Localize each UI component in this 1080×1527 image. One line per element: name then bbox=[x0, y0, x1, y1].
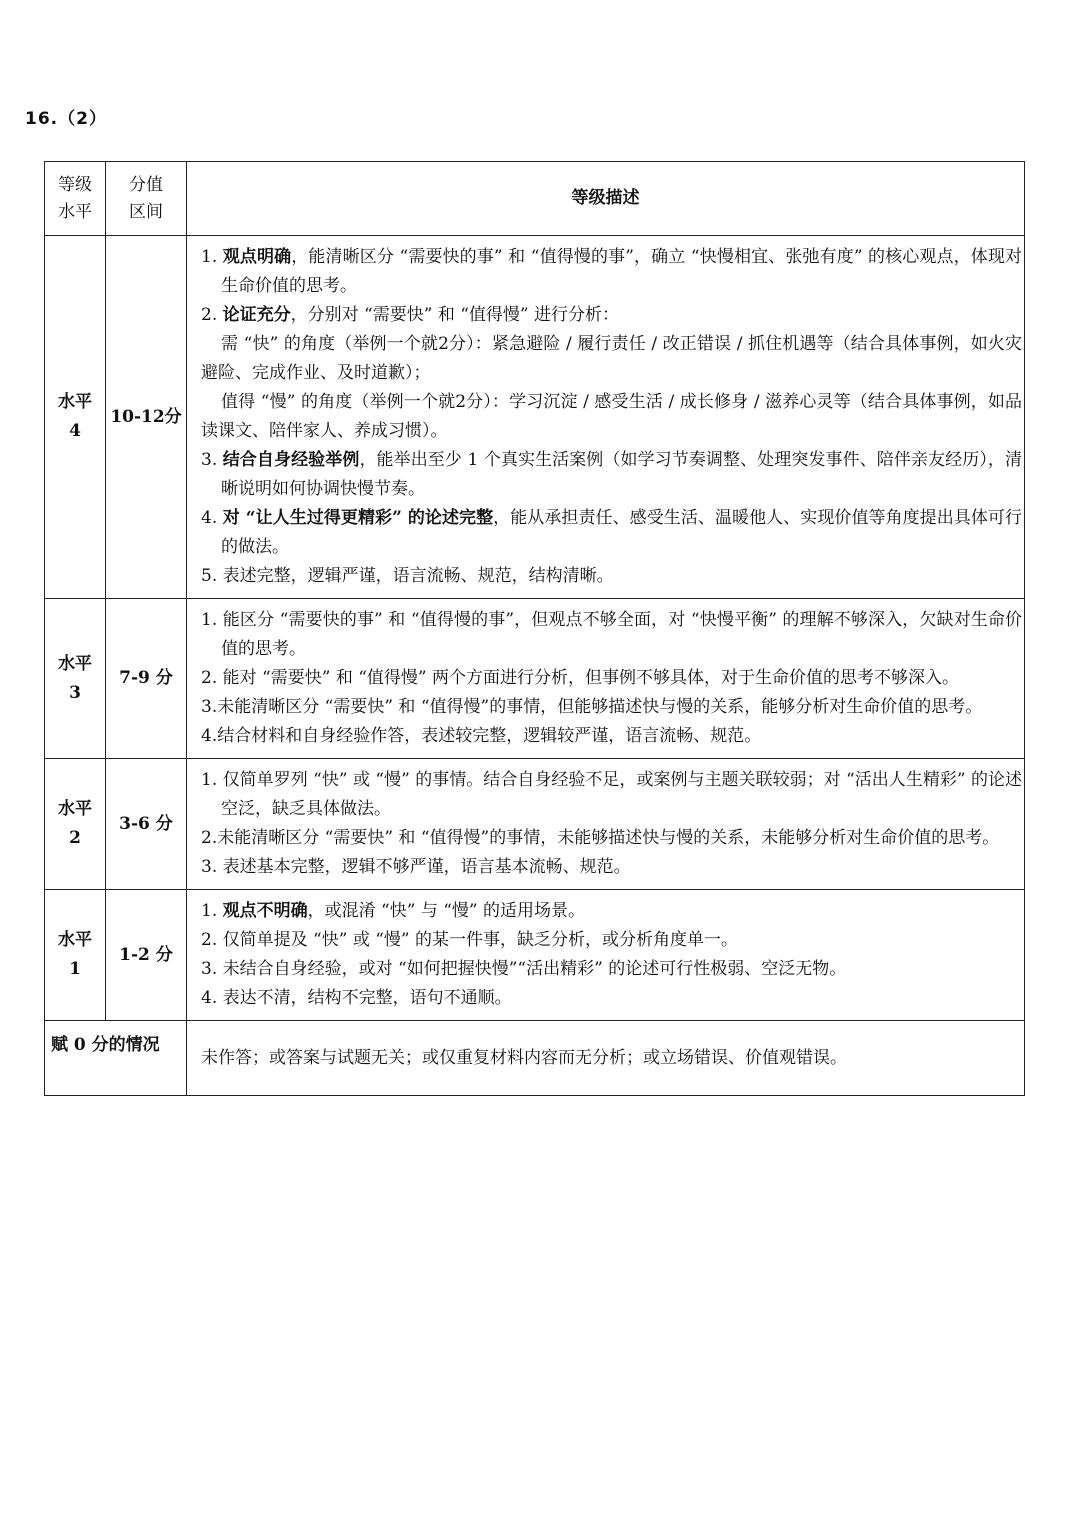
level-label: 1 bbox=[69, 959, 81, 979]
item-keyword: 观点不明确 bbox=[222, 901, 308, 921]
item-number: 2. bbox=[201, 305, 223, 325]
item-number: 1. bbox=[201, 770, 223, 790]
table-row bbox=[45, 759, 1025, 890]
level-description bbox=[187, 236, 1025, 599]
criteria-item bbox=[201, 388, 1022, 446]
header-description: 等级描述 bbox=[187, 162, 1025, 236]
item-text: ，能清晰区分 “需要快的事” 和 “值得慢的事”，确立 “快慢相宜、张弛有度” 的核心观点，体现对生命价值的思考。 bbox=[221, 247, 1023, 296]
level-description bbox=[187, 759, 1025, 890]
item-text: 未能清晰区分 “需要快” 和 “值得慢”的事情，未能够描述快与慢的关系，未能够分析对生命价值的思考。 bbox=[217, 828, 1000, 848]
level-label: 2 bbox=[69, 828, 81, 848]
item-number: 1. bbox=[201, 247, 223, 267]
item-text: ，或混淆 “快” 与 “慢” 的适用场景。 bbox=[307, 901, 586, 921]
item-number: 3. bbox=[201, 697, 218, 717]
item-text: 表述基本完整，逻辑不够严谨，语言基本流畅、规范。 bbox=[222, 857, 631, 877]
criteria-item bbox=[201, 693, 1022, 722]
criteria-item bbox=[201, 897, 1022, 926]
item-text: 需 “快” 的角度（举例一个就2分）：紧急避险 / 履行责任 / 改正错误 / 抓住机遇等（结合具体事例，如火灾避险、完成作业、及时道歉）； bbox=[201, 334, 1022, 383]
item-keyword: 论证充分 bbox=[222, 305, 291, 325]
score-range: 1-2 分 bbox=[106, 890, 187, 1021]
item-number: 4. bbox=[201, 988, 223, 1008]
table-row bbox=[45, 890, 1025, 1021]
criteria-item bbox=[201, 243, 1022, 301]
question-number: 16.（2） bbox=[25, 109, 107, 129]
score-range: 10-12分 bbox=[106, 236, 187, 599]
level-cell bbox=[45, 890, 106, 1021]
item-number: 2. bbox=[201, 828, 218, 848]
item-number: 3. bbox=[201, 959, 223, 979]
criteria-item bbox=[201, 301, 1022, 330]
criteria-item bbox=[201, 926, 1022, 955]
item-text: 值得 “慢” 的角度（举例一个就2分）：学习沉淀 / 感受生活 / 成长修身 / 滋养心灵等（结合具体事例，如品读课文、陪伴家人、养成习惯）。 bbox=[201, 392, 1022, 441]
item-text: 未能清晰区分 “需要快” 和 “值得慢”的事情，但能够描述快与慢的关系，能够分析对生命价值的思考。 bbox=[217, 697, 983, 717]
header-range: 分值 区间 bbox=[106, 162, 187, 236]
item-text: 仅简单提及 “快” 或 “慢” 的某一件事，缺乏分析，或分析角度单一。 bbox=[222, 930, 739, 950]
item-text: 仅简单罗列 “快” 或 “慢” 的事情。结合自身经验不足，或案例与主题关联较弱；对 “活出人生精彩” 的论述空泛，缺乏具体做法。 bbox=[221, 770, 1022, 819]
item-text: 表达不清，结构不完整，语句不通顺。 bbox=[222, 988, 512, 1008]
table-row bbox=[45, 236, 1025, 599]
level-label: 水平 bbox=[58, 799, 92, 819]
level-label: 水平 bbox=[58, 653, 92, 674]
level-cell bbox=[45, 599, 106, 759]
item-keyword: 结合自身经验举例 bbox=[222, 450, 360, 470]
level-label: 3 bbox=[69, 682, 81, 703]
item-number: 2. bbox=[201, 930, 223, 950]
table-header-row bbox=[45, 162, 1025, 236]
criteria-item bbox=[201, 562, 1022, 591]
item-text: ，能从承担责任、感受生活、温暖他人、实现价值等角度提出具体可行的做法。 bbox=[221, 508, 1022, 557]
zero-score-label: 赋 0 分的情况 bbox=[45, 1021, 187, 1096]
item-number: 1. bbox=[201, 610, 223, 630]
item-text: 能对 “需要快” 和 “值得慢” 两个方面进行分析，但事例不够具体，对于生命价值的思考不够深入。 bbox=[222, 668, 960, 688]
criteria-item bbox=[201, 504, 1022, 562]
item-number: 5. bbox=[201, 566, 223, 586]
criteria-item bbox=[201, 664, 1022, 693]
item-keyword: 对 “让人生过得更精彩” 的论述完整 bbox=[222, 508, 494, 528]
item-keyword: 观点明确 bbox=[222, 247, 292, 267]
item-text: 未结合自身经验，或对 “如何把握快慢”“活出精彩” 的论述可行性极弱、空泛无物。 bbox=[222, 959, 847, 979]
table-row bbox=[45, 599, 1025, 759]
item-text: ，能举出至少 1 个真实生活案例（如学习节奏调整、处理突发事件、陪伴亲友经历），清晰说明如何协调快慢节奏。 bbox=[221, 450, 1023, 499]
criteria-item bbox=[201, 824, 1022, 853]
criteria-item bbox=[201, 446, 1022, 504]
item-number: 3. bbox=[201, 857, 223, 877]
item-text: 结合材料和自身经验作答，表述较完整，逻辑较严谨，语言流畅、规范。 bbox=[217, 726, 762, 746]
criteria-item bbox=[201, 722, 1022, 751]
zero-score-description: 未作答；或答案与试题无关；或仅重复材料内容而无分析；或立场错误、价值观错误。 bbox=[187, 1021, 1025, 1096]
criteria-item bbox=[201, 853, 1022, 882]
level-label: 4 bbox=[69, 421, 81, 441]
criteria-item bbox=[201, 766, 1022, 824]
criteria-item bbox=[201, 955, 1022, 984]
criteria-item bbox=[201, 330, 1022, 388]
item-number: 1. bbox=[201, 901, 223, 921]
item-text: 能区分 “需要快的事” 和 “值得慢的事”，但观点不够全面，对 “快慢平衡” 的理解不够深入，欠缺对生命价值的思考。 bbox=[221, 610, 1022, 659]
item-text: 表述完整，逻辑严谨，语言流畅、规范，结构清晰。 bbox=[222, 566, 614, 586]
score-range: 3-6 分 bbox=[106, 759, 187, 890]
item-text: ，分别对 “需要快” 和 “值得慢” 进行分析： bbox=[290, 305, 620, 325]
score-range: 7-9 分 bbox=[106, 599, 187, 759]
scoring-rubric-table bbox=[44, 161, 1025, 1096]
level-cell bbox=[45, 236, 106, 599]
level-description bbox=[187, 599, 1025, 759]
criteria-item bbox=[201, 984, 1022, 1013]
item-number: 4. bbox=[201, 726, 218, 746]
level-label: 水平 bbox=[58, 930, 92, 950]
level-label: 水平 bbox=[58, 392, 92, 412]
zero-score-row bbox=[45, 1021, 1025, 1096]
header-level: 等级 水平 bbox=[45, 162, 106, 236]
level-cell bbox=[45, 759, 106, 890]
criteria-item bbox=[201, 606, 1022, 664]
level-description bbox=[187, 890, 1025, 1021]
item-number: 4. bbox=[201, 508, 223, 528]
item-number: 3. bbox=[201, 450, 223, 470]
item-number: 2. bbox=[201, 668, 223, 688]
